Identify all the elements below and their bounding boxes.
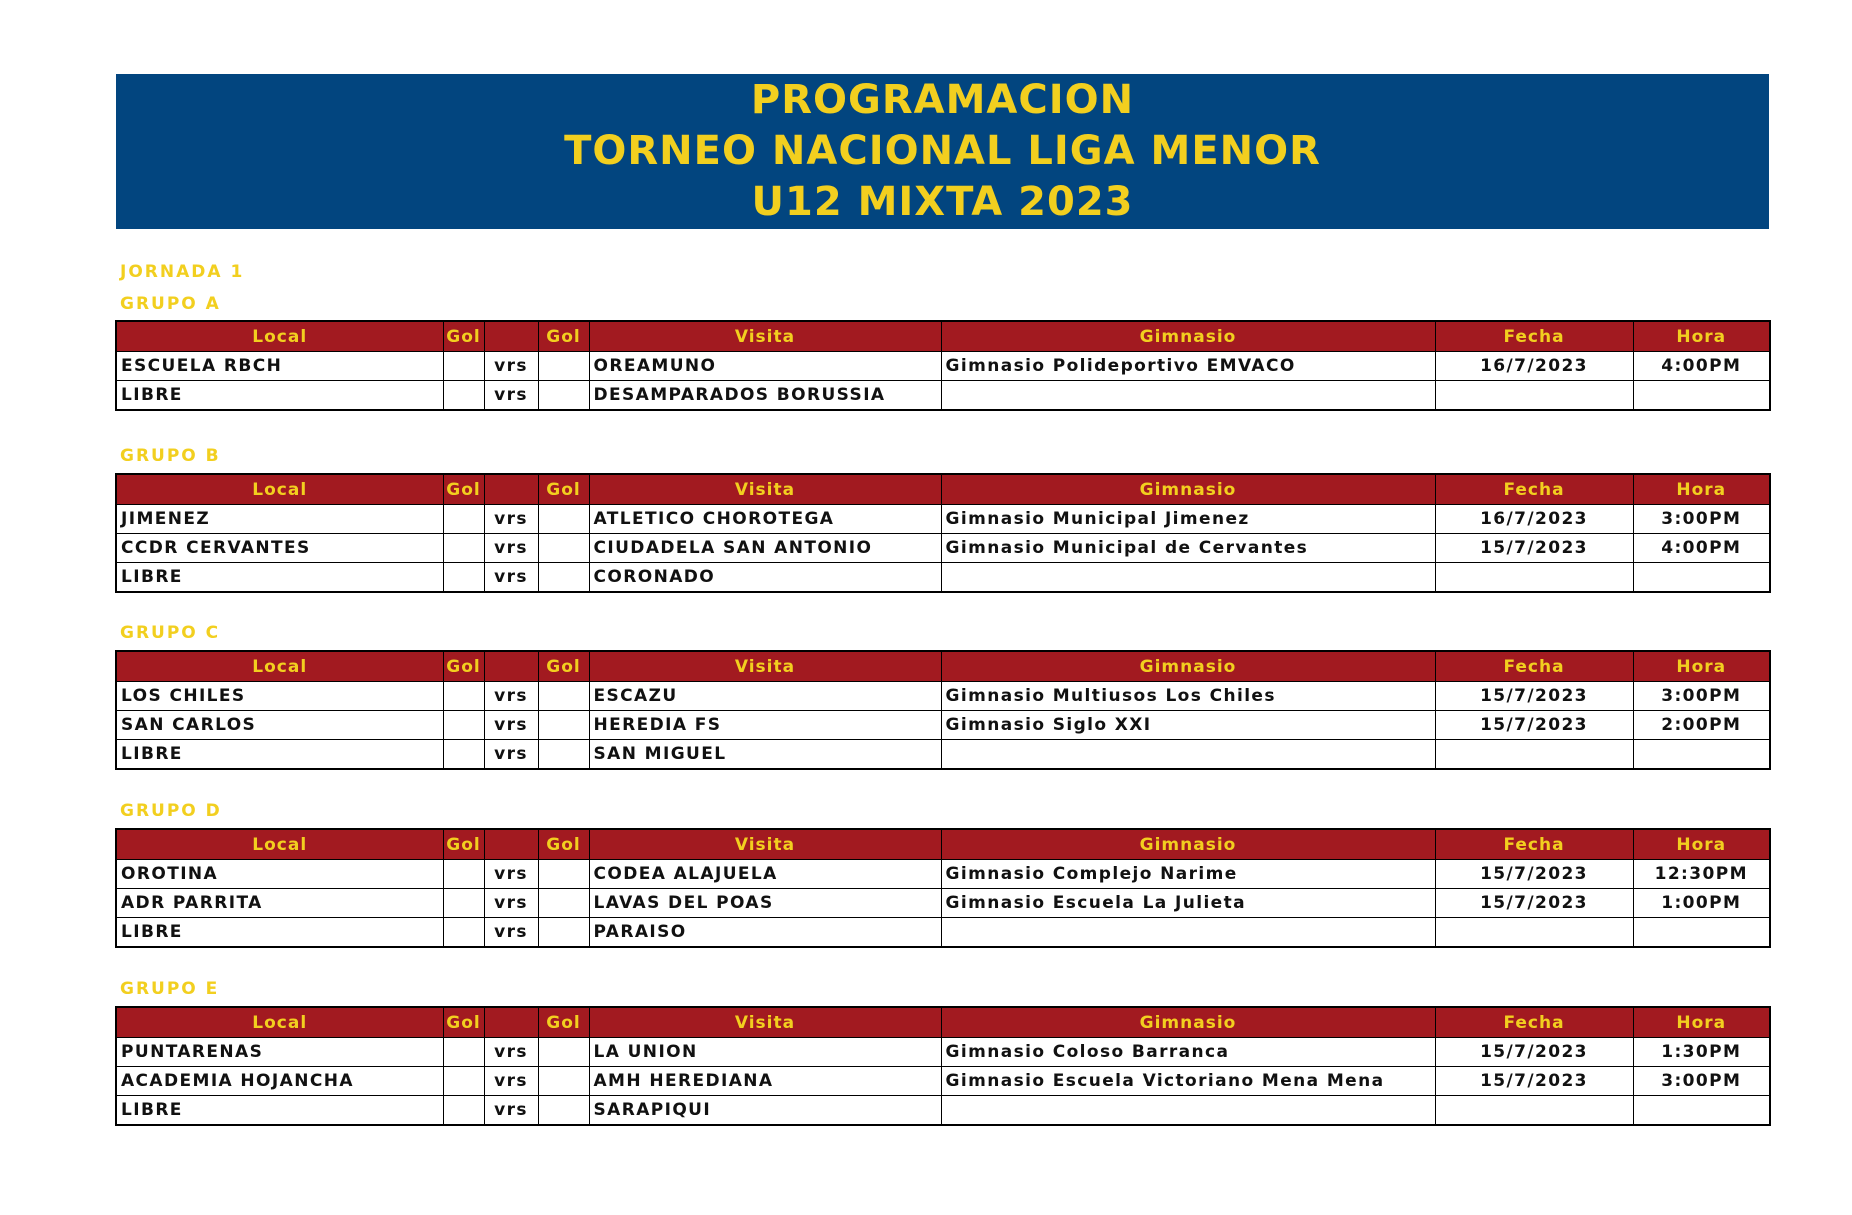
header-local: Local: [116, 321, 443, 352]
header-gol-visita: Gol: [538, 651, 589, 682]
gimnasio-cell: [941, 1096, 1435, 1126]
visiting-team-cell: AMH HEREDIANA: [589, 1067, 941, 1096]
gol-local-cell: [443, 1067, 484, 1096]
visiting-team-cell: SAN MIGUEL: [589, 740, 941, 770]
schedule-table: [115, 320, 1771, 411]
gimnasio-cell: [941, 918, 1435, 948]
header-fecha: Fecha: [1435, 474, 1633, 505]
table-row: [116, 381, 1770, 411]
fecha-cell: [1435, 563, 1633, 593]
vs-cell: vrs: [484, 1038, 538, 1067]
group-label: GRUPO C: [120, 623, 221, 643]
header-gol-local: Gol: [443, 829, 484, 860]
header-visita: Visita: [589, 474, 941, 505]
table-row: [116, 563, 1770, 593]
header-visita: Visita: [589, 321, 941, 352]
gimnasio-cell: Gimnasio Municipal de Cervantes: [941, 534, 1435, 563]
header-row: [116, 474, 1770, 505]
fecha-cell: 16/7/2023: [1435, 352, 1633, 381]
header-vs: [484, 321, 538, 352]
visiting-team-cell: LAVAS DEL POAS: [589, 889, 941, 918]
gol-visita-cell: [538, 1096, 589, 1126]
hora-cell: 3:00PM: [1633, 505, 1770, 534]
gol-visita-cell: [538, 381, 589, 411]
header-hora: Hora: [1633, 651, 1770, 682]
local-team-cell: LOS CHILES: [116, 682, 443, 711]
gol-visita-cell: [538, 1038, 589, 1067]
fecha-cell: 15/7/2023: [1435, 682, 1633, 711]
table-row: [116, 740, 1770, 770]
vs-cell: vrs: [484, 534, 538, 563]
table-row: [116, 1067, 1770, 1096]
vs-cell: vrs: [484, 889, 538, 918]
gol-visita-cell: [538, 860, 589, 889]
schedule-table: [115, 650, 1771, 770]
hora-cell: 4:00PM: [1633, 534, 1770, 563]
header-gimnasio: Gimnasio: [941, 474, 1435, 505]
local-team-cell: ACADEMIA HOJANCHA: [116, 1067, 443, 1096]
table-row: [116, 860, 1770, 889]
hora-cell: 3:00PM: [1633, 1067, 1770, 1096]
local-team-cell: ESCUELA RBCH: [116, 352, 443, 381]
table-row: [116, 711, 1770, 740]
local-team-cell: OROTINA: [116, 860, 443, 889]
gol-local-cell: [443, 505, 484, 534]
local-team-cell: LIBRE: [116, 918, 443, 948]
hora-cell: 1:00PM: [1633, 889, 1770, 918]
gimnasio-cell: Gimnasio Escuela Victoriano Mena Mena: [941, 1067, 1435, 1096]
visiting-team-cell: PARAISO: [589, 918, 941, 948]
local-team-cell: JIMENEZ: [116, 505, 443, 534]
gol-local-cell: [443, 352, 484, 381]
header-fecha: Fecha: [1435, 651, 1633, 682]
header-row: [116, 829, 1770, 860]
vs-cell: vrs: [484, 505, 538, 534]
header-gol-visita: Gol: [538, 829, 589, 860]
gol-local-cell: [443, 682, 484, 711]
gimnasio-cell: Gimnasio Multiusos Los Chiles: [941, 682, 1435, 711]
hora-cell: [1633, 381, 1770, 411]
header-vs: [484, 1007, 538, 1038]
gimnasio-cell: [941, 563, 1435, 593]
fecha-cell: 15/7/2023: [1435, 860, 1633, 889]
local-team-cell: PUNTARENAS: [116, 1038, 443, 1067]
header-row: [116, 321, 1770, 352]
local-team-cell: LIBRE: [116, 740, 443, 770]
header-fecha: Fecha: [1435, 829, 1633, 860]
schedule-table: [115, 473, 1771, 593]
visiting-team-cell: HEREDIA FS: [589, 711, 941, 740]
table-row: [116, 889, 1770, 918]
fecha-cell: [1435, 918, 1633, 948]
visiting-team-cell: OREAMUNO: [589, 352, 941, 381]
header-gol-visita: Gol: [538, 474, 589, 505]
header-visita: Visita: [589, 829, 941, 860]
gol-visita-cell: [538, 889, 589, 918]
gimnasio-cell: Gimnasio Polideportivo EMVACO: [941, 352, 1435, 381]
visiting-team-cell: CORONADO: [589, 563, 941, 593]
local-team-cell: LIBRE: [116, 381, 443, 411]
header-local: Local: [116, 651, 443, 682]
gol-local-cell: [443, 563, 484, 593]
fecha-cell: [1435, 740, 1633, 770]
gol-local-cell: [443, 889, 484, 918]
vs-cell: vrs: [484, 1096, 538, 1126]
schedule-table: [115, 1006, 1771, 1126]
header-row: [116, 1007, 1770, 1038]
fecha-cell: 15/7/2023: [1435, 534, 1633, 563]
header-gol-local: Gol: [443, 651, 484, 682]
local-team-cell: LIBRE: [116, 563, 443, 593]
vs-cell: vrs: [484, 682, 538, 711]
gimnasio-cell: [941, 740, 1435, 770]
header-local: Local: [116, 1007, 443, 1038]
gol-local-cell: [443, 1096, 484, 1126]
table-row: [116, 534, 1770, 563]
header-vs: [484, 474, 538, 505]
fecha-cell: 15/7/2023: [1435, 1067, 1633, 1096]
group-label: GRUPO A: [120, 294, 221, 314]
title-line-1: PROGRAMACION: [750, 77, 1135, 123]
visiting-team-cell: CIUDADELA SAN ANTONIO: [589, 534, 941, 563]
group-label: GRUPO D: [120, 801, 222, 821]
local-team-cell: ADR PARRITA: [116, 889, 443, 918]
local-team-cell: SAN CARLOS: [116, 711, 443, 740]
gol-visita-cell: [538, 534, 589, 563]
vs-cell: vrs: [484, 563, 538, 593]
gol-local-cell: [443, 1038, 484, 1067]
group-label: GRUPO E: [120, 979, 220, 999]
vs-cell: vrs: [484, 860, 538, 889]
header-gimnasio: Gimnasio: [941, 829, 1435, 860]
hora-cell: [1633, 740, 1770, 770]
hora-cell: 1:30PM: [1633, 1038, 1770, 1067]
gol-local-cell: [443, 740, 484, 770]
hora-cell: [1633, 1096, 1770, 1126]
fecha-cell: 15/7/2023: [1435, 711, 1633, 740]
table-row: [116, 918, 1770, 948]
vs-cell: vrs: [484, 711, 538, 740]
table-row: [116, 682, 1770, 711]
fecha-cell: 16/7/2023: [1435, 505, 1633, 534]
header-hora: Hora: [1633, 1007, 1770, 1038]
header-visita: Visita: [589, 1007, 941, 1038]
visiting-team-cell: DESAMPARADOS BORUSSIA: [589, 381, 941, 411]
header-gimnasio: Gimnasio: [941, 321, 1435, 352]
gol-visita-cell: [538, 682, 589, 711]
group-label: GRUPO B: [120, 446, 221, 466]
schedule-table: [115, 828, 1771, 948]
hora-cell: 4:00PM: [1633, 352, 1770, 381]
jornada-label: JORNADA 1: [120, 262, 245, 282]
gol-visita-cell: [538, 563, 589, 593]
header-hora: Hora: [1633, 321, 1770, 352]
header-local: Local: [116, 474, 443, 505]
gol-visita-cell: [538, 505, 589, 534]
header-hora: Hora: [1633, 829, 1770, 860]
hora-cell: [1633, 918, 1770, 948]
gol-visita-cell: [538, 1067, 589, 1096]
title-line-3: U12 MIXTA 2023: [751, 179, 1134, 225]
header-gol-local: Gol: [443, 474, 484, 505]
header-gol-local: Gol: [443, 321, 484, 352]
title-line-2: TORNEO NACIONAL LIGA MENOR: [564, 128, 1321, 174]
gimnasio-cell: Gimnasio Complejo Narime: [941, 860, 1435, 889]
hora-cell: 3:00PM: [1633, 682, 1770, 711]
header-vs: [484, 651, 538, 682]
header-gol-visita: Gol: [538, 321, 589, 352]
table-row: [116, 352, 1770, 381]
gimnasio-cell: Gimnasio Coloso Barranca: [941, 1038, 1435, 1067]
gimnasio-cell: Gimnasio Municipal Jimenez: [941, 505, 1435, 534]
vs-cell: vrs: [484, 740, 538, 770]
gimnasio-cell: Gimnasio Siglo XXI: [941, 711, 1435, 740]
local-team-cell: CCDR CERVANTES: [116, 534, 443, 563]
hora-cell: [1633, 563, 1770, 593]
visiting-team-cell: ATLETICO CHOROTEGA: [589, 505, 941, 534]
gol-visita-cell: [538, 711, 589, 740]
header-gol-visita: Gol: [538, 1007, 589, 1038]
gol-local-cell: [443, 860, 484, 889]
vs-cell: vrs: [484, 918, 538, 948]
vs-cell: vrs: [484, 1067, 538, 1096]
vs-cell: vrs: [484, 352, 538, 381]
table-row: [116, 1096, 1770, 1126]
gol-local-cell: [443, 381, 484, 411]
header-row: [116, 651, 1770, 682]
gol-visita-cell: [538, 740, 589, 770]
header-vs: [484, 829, 538, 860]
gimnasio-cell: [941, 381, 1435, 411]
header-hora: Hora: [1633, 474, 1770, 505]
header-gimnasio: Gimnasio: [941, 1007, 1435, 1038]
gol-local-cell: [443, 534, 484, 563]
visiting-team-cell: CODEA ALAJUELA: [589, 860, 941, 889]
fecha-cell: 15/7/2023: [1435, 889, 1633, 918]
fecha-cell: [1435, 1096, 1633, 1126]
gol-local-cell: [443, 918, 484, 948]
header-visita: Visita: [589, 651, 941, 682]
header-gol-local: Gol: [443, 1007, 484, 1038]
fecha-cell: 15/7/2023: [1435, 1038, 1633, 1067]
header-fecha: Fecha: [1435, 1007, 1633, 1038]
vs-cell: vrs: [484, 381, 538, 411]
header-fecha: Fecha: [1435, 321, 1633, 352]
title-banner: [116, 74, 1769, 229]
local-team-cell: LIBRE: [116, 1096, 443, 1126]
visiting-team-cell: ESCAZU: [589, 682, 941, 711]
gol-visita-cell: [538, 352, 589, 381]
table-row: [116, 505, 1770, 534]
gol-visita-cell: [538, 918, 589, 948]
header-gimnasio: Gimnasio: [941, 651, 1435, 682]
hora-cell: 12:30PM: [1633, 860, 1770, 889]
visiting-team-cell: SARAPIQUI: [589, 1096, 941, 1126]
table-row: [116, 1038, 1770, 1067]
gimnasio-cell: Gimnasio Escuela La Julieta: [941, 889, 1435, 918]
gol-local-cell: [443, 711, 484, 740]
hora-cell: 2:00PM: [1633, 711, 1770, 740]
visiting-team-cell: LA UNION: [589, 1038, 941, 1067]
header-local: Local: [116, 829, 443, 860]
fecha-cell: [1435, 381, 1633, 411]
